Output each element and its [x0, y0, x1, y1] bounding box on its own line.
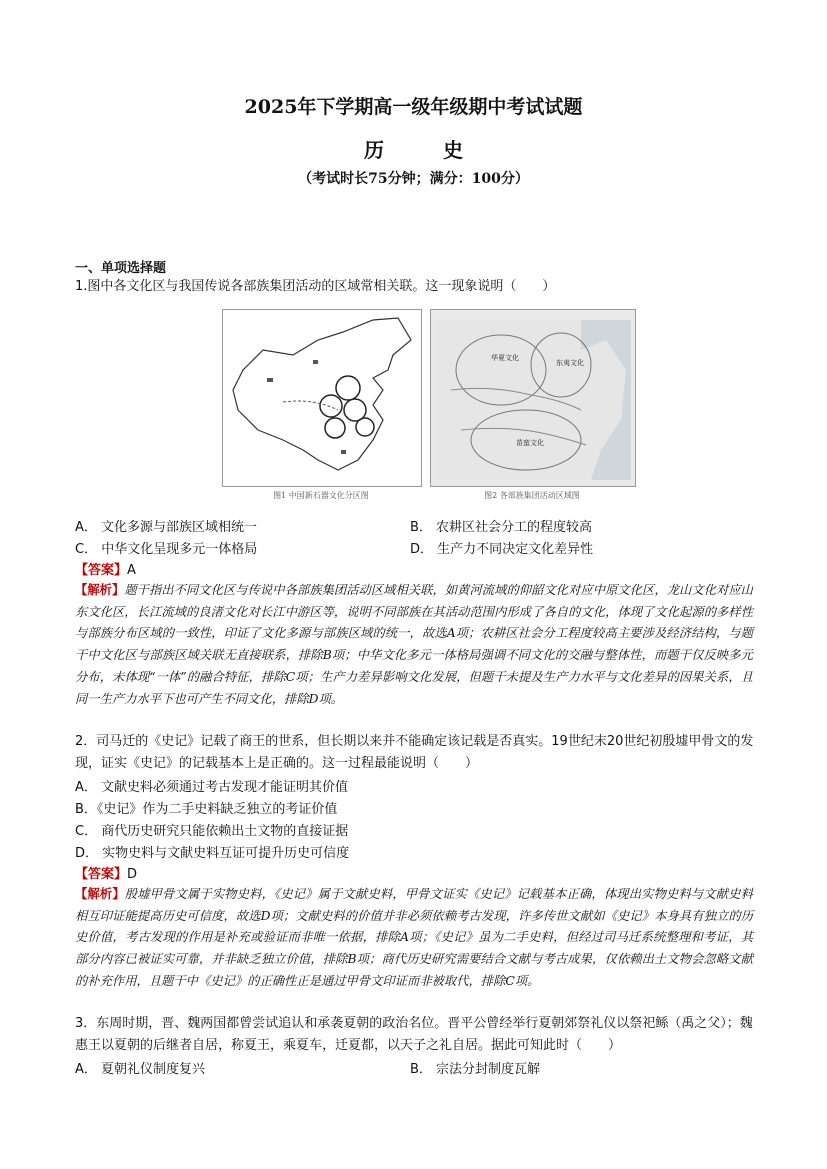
q2-option-d[interactable]: D． 实物史料与文献史料互证可提升历史可信度 [75, 846, 350, 861]
q2-option-b[interactable]: B．《史记》作为二手史料缺乏独立的考证价值 [75, 802, 338, 817]
answer-value: A [127, 563, 136, 578]
answer-label: 【答案】 [75, 563, 128, 578]
analysis-label: 【解析】 [75, 582, 125, 597]
subject-title: 历 史 [364, 138, 489, 162]
q3-option-b[interactable]: B． 宗法分封制度瓦解 [410, 1062, 541, 1077]
map-label-miaoman: 苗蛮文化 [516, 439, 544, 447]
q1-figure-2 [430, 309, 636, 487]
q1-fig2-caption: 图2 各部族集团活动区域图 [484, 491, 580, 500]
answer-label: 【答案】 [75, 867, 128, 882]
q1-fig1-caption: 图1 中国新石器文化分区图 [273, 491, 369, 500]
q3-option-a[interactable]: A． 夏朝礼仪制度复兴 [75, 1062, 206, 1077]
tribal-regions-map [431, 310, 635, 486]
map-label-huaxia: 华夏文化 [491, 354, 519, 362]
china-neolithic-map [223, 310, 421, 486]
culture-zone-circle [320, 395, 342, 417]
q1-stem: 1.图中各文化区与我国传说各部族集团活动的区域常相关联。这一现象说明（ ） [75, 279, 556, 294]
culture-zone-circle [356, 418, 374, 436]
analysis-text: 题干指出不同文化区与传说中各部族集团活动区域相关联，如黄河流域的仰韶文化对应中原文化区，龙山文化对应山东文化区，长江流域的良渚文化对长江中游区等，说明不同部族在其活动范围内形成了各自的文化，体现了文化起源的多样性与部族分布区域的一致性，印证了文化多源与部族区域的统一，故选A项；农耕区社会分工程度较高主要涉及经济结构，与题干中文化区与部族区域关联无直接联系，排除B项；中华文化多元一体格局强调不同文化的交融与整体性，而题干仅反映多元分布，未体现“一体”的融合特征，排除C项；生产力差异影响文化发展，但题干未提及生产力水平与文化差异的因果关系，且同一生产力水平下也可产生不同文化，排除D项。 [75, 583, 753, 706]
q2-stem: 2．司马迁的《史记》记载了商王的世系，但长期以来并不能确定该记载是否真实。19世纪末20世纪初殷墟甲骨文的发现，证实《史记》的记载基本上是正确的。这一过程最能说明（ ） [75, 734, 754, 771]
analysis-label: 【解析】 [75, 886, 125, 901]
section-heading: 一、单项选择题 [75, 261, 167, 276]
q2-option-c[interactable]: C． 商代历史研究只能依赖出土文物的直接证据 [75, 824, 349, 839]
map-label-dongyi: 东夷文化 [556, 359, 584, 367]
q2-option-a[interactable]: A． 文献史料必须通过考古发现才能证明其价值 [75, 780, 349, 795]
q1-analysis [75, 579, 753, 710]
culture-zone-circle [325, 418, 345, 438]
q1-option-a[interactable]: A． 文化多源与部族区域相统一 [75, 520, 258, 535]
answer-value: D [127, 867, 138, 882]
q2-answer [75, 863, 137, 882]
q1-option-d[interactable]: D． 生产力不同决定文化差异性 [410, 542, 594, 557]
exam-title: 2025年下学期高一级年级期中考试试题 [244, 96, 583, 118]
q1-figure-1 [222, 309, 422, 487]
exam-time-info: （考试时长75分钟；满分：100分） [298, 171, 529, 187]
culture-zone-circle [336, 376, 360, 400]
q3-stem: 3．东周时期，晋、魏两国都曾尝试追认和承袭夏朝的政治名位。晋平公曾经举行夏朝郊祭礼仪以祭祀鲧（禹之父）；魏惠王以夏朝的后继者自居，称夏王，乘夏车，迁夏都，以天子之礼自居。据此可知此时（ ） [75, 1016, 753, 1053]
q2-analysis [75, 883, 753, 993]
q1-option-c[interactable]: C． 中华文化呈现多元一体格局 [75, 542, 258, 557]
q1-answer [75, 559, 136, 578]
q1-option-b[interactable]: B． 农耕区社会分工的程度较高 [410, 520, 593, 535]
analysis-text: 殷墟甲骨文属于实物史料，《史记》属于文献史料，甲骨文证实《史记》记载基本正确，体现出实物史料与文献史料相互印证能提高历史可信度，故选D项；文献史料的价值并非必须依赖考古发现，许多传世文献如《史记》本身具有独立的历史价值，考古发现的作用是补充或验证而非唯一依据，排除A项；《史记》虽为二手史料，但经过司马迁系统整理和考证，其部分内容已被证实可靠，并非缺乏独立价值，排除B项；商代历史研究需要结合文献与考古成果，仅依赖出土文物会忽略文献的补充作用，且题干中《史记》的正确性正是通过甲骨文印证而非被取代，排除C项。 [75, 887, 753, 988]
